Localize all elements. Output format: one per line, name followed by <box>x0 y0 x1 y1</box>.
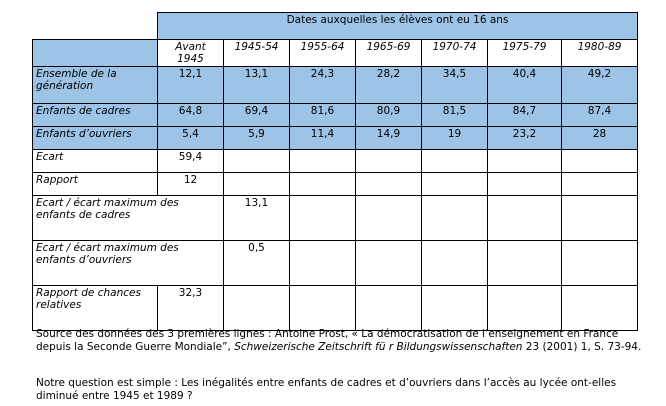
cell <box>562 150 638 173</box>
row-label: Rapport de chances relatives <box>33 286 158 331</box>
col-header: 1945-54 <box>224 40 290 67</box>
col-header: 1970-74 <box>422 40 488 67</box>
cell <box>488 150 562 173</box>
cell: 13,1 <box>224 67 290 104</box>
col-header: 1980-89 <box>562 40 638 67</box>
source-journal: Schweizerische Zeitschrift fü r Bildungswissenschaften <box>234 340 523 353</box>
col-header: 1975-79 <box>488 40 562 67</box>
cell: 87,4 <box>562 104 638 127</box>
row-label: Rapport <box>33 173 158 196</box>
cell <box>488 173 562 196</box>
cell <box>224 173 290 196</box>
row-label: Ecart / écart maximum des enfants de cadres <box>33 196 224 241</box>
cell: 12 <box>158 173 224 196</box>
data-table <box>32 12 638 331</box>
cell: 23,2 <box>488 127 562 150</box>
cell: 80,9 <box>356 104 422 127</box>
row-label: Ecart <box>33 150 158 173</box>
row-label: Ecart / écart maximum des enfants d’ouvriers <box>33 241 224 286</box>
cell <box>356 286 422 331</box>
cell <box>562 173 638 196</box>
question-text: Notre question est simple : Les inégalités entre enfants de cadres et d’ouvriers dans l’accès au lycée ont-elles diminué entre 1945 et 1989 ? <box>36 377 617 402</box>
cell: 59,4 <box>158 150 224 173</box>
cell: 14,9 <box>356 127 422 150</box>
table-row <box>33 67 638 104</box>
cell: 34,5 <box>422 67 488 104</box>
cell <box>562 286 638 331</box>
super-header: Dates auxquelles les élèves ont eu 16 ans <box>158 13 638 40</box>
cell: 19 <box>422 127 488 150</box>
cell: 49,2 <box>562 67 638 104</box>
table-row <box>33 127 638 150</box>
header-corner <box>33 40 158 67</box>
cell: 28,2 <box>356 67 422 104</box>
corner-empty <box>33 13 158 40</box>
table-row <box>33 150 638 173</box>
cell: 13,1 <box>224 196 290 241</box>
cell: 12,1 <box>158 67 224 104</box>
cell <box>224 286 290 331</box>
table-row <box>33 173 638 196</box>
cell: 40,4 <box>488 67 562 104</box>
cell <box>422 286 488 331</box>
cell: 5,9 <box>224 127 290 150</box>
table-row <box>33 241 638 286</box>
cell <box>290 173 356 196</box>
cell <box>290 196 356 241</box>
source-note <box>36 328 652 353</box>
cell <box>224 150 290 173</box>
cell <box>290 241 356 286</box>
row-label: Enfants d’ouvriers <box>33 127 158 150</box>
cell: 81,5 <box>422 104 488 127</box>
cell: 5,4 <box>158 127 224 150</box>
source-prefix: Source des données des 3 premières lignes : Antoine Prost, « La démocratisation de l’enseignement en France depuis la Seconde Guerre Mondiale”, <box>36 328 619 353</box>
cell <box>488 286 562 331</box>
cell <box>422 241 488 286</box>
source-suffix: 23 (2001) 1, S. 73-94. <box>522 340 642 353</box>
cell <box>488 196 562 241</box>
col-header: 1965-69 <box>356 40 422 67</box>
cell <box>356 241 422 286</box>
cell: 69,4 <box>224 104 290 127</box>
table-row <box>33 104 638 127</box>
cell: 32,3 <box>158 286 224 331</box>
cell <box>356 196 422 241</box>
cell <box>562 196 638 241</box>
col-header: 1955-64 <box>290 40 356 67</box>
cell <box>422 196 488 241</box>
cell: 64,8 <box>158 104 224 127</box>
cell <box>356 150 422 173</box>
row-label: Ensemble de la génération <box>33 67 158 104</box>
cell: 11,4 <box>290 127 356 150</box>
cell <box>488 241 562 286</box>
cell: 84,7 <box>488 104 562 127</box>
cell <box>422 173 488 196</box>
row-label: Enfants de cadres <box>33 104 158 127</box>
cell <box>422 150 488 173</box>
col-header: Avant 1945 <box>158 40 224 67</box>
cell: 24,3 <box>290 67 356 104</box>
cell <box>562 241 638 286</box>
cell: 28 <box>562 127 638 150</box>
cell <box>356 173 422 196</box>
cell: 0,5 <box>224 241 290 286</box>
table-row <box>33 196 638 241</box>
cell: 81,6 <box>290 104 356 127</box>
cell <box>290 286 356 331</box>
table-row <box>33 286 638 331</box>
cell <box>290 150 356 173</box>
